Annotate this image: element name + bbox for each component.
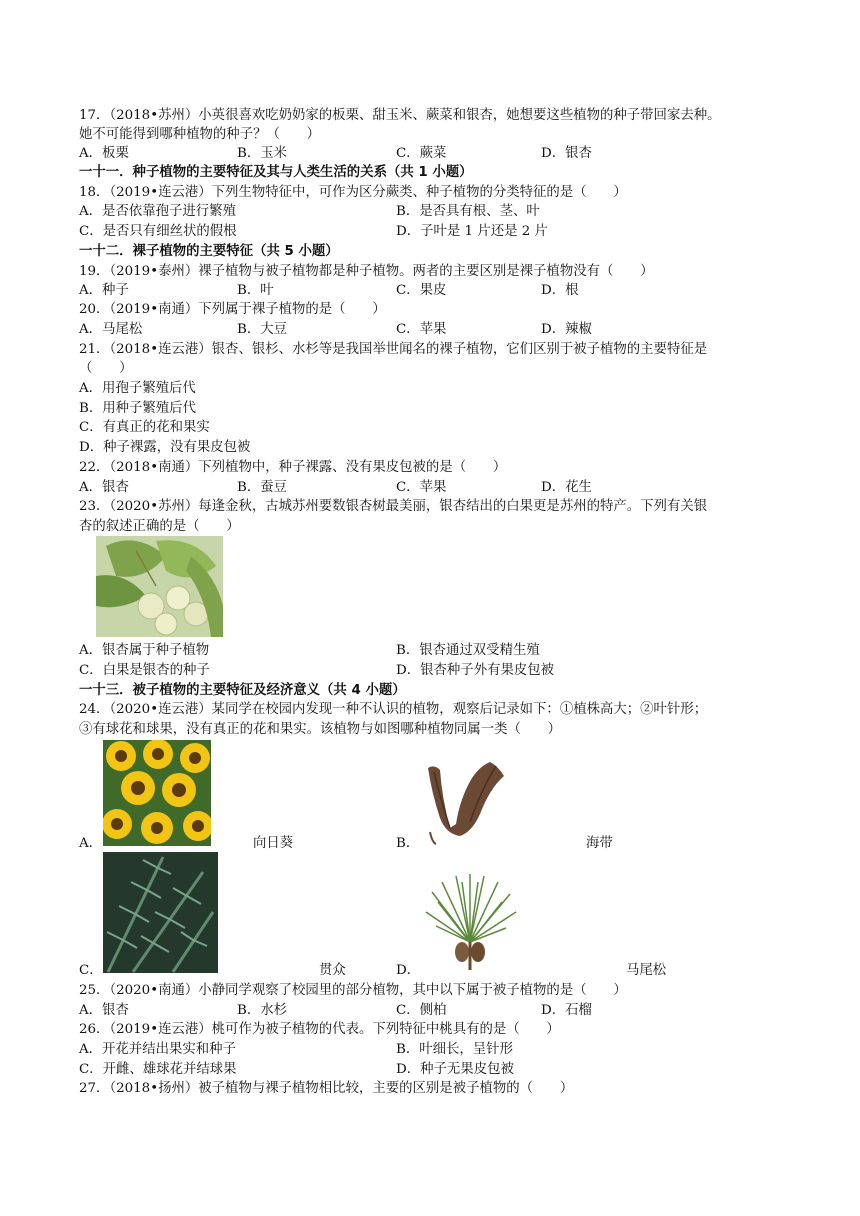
option-b-letter: B． bbox=[396, 836, 420, 851]
question-23-options-row2 bbox=[79, 661, 799, 680]
question-17-stem: 17．（2018•苏州）小英很喜欢吃奶奶家的板栗、甜玉米、蕨菜和银杏，她想要这些植物的种子带回家去种。 bbox=[79, 108, 721, 123]
question-18-stem: 18．（2019•连云港）下列生物特征中，可作为区分蕨类、种子植物的分类特征的是（ ） bbox=[79, 185, 627, 200]
option-c: C．苹果 bbox=[396, 480, 447, 495]
question-20-stem: 20．（2019•南通）下列属于裸子植物的是（ ） bbox=[79, 302, 386, 317]
fern-photo bbox=[103, 852, 218, 973]
question-21-stem-cont: （ ） bbox=[79, 361, 133, 376]
caption-fern: 贯众 bbox=[319, 963, 346, 978]
option-a: A．马尾松 bbox=[79, 322, 143, 337]
question-17-stem-cont: 她不可能得到哪种植物的种子？（ ） bbox=[79, 127, 321, 142]
question-21-option-b: B．用种子繁殖后代 bbox=[79, 401, 196, 416]
section-heading-12: 一十二．裸子植物的主要特征（共 5 小题） bbox=[79, 244, 339, 259]
option-a: A．银杏属于种子植物 bbox=[79, 643, 210, 658]
question-26-options-row1 bbox=[79, 1040, 799, 1059]
question-22-options bbox=[79, 478, 799, 497]
option-b: B．玉米 bbox=[237, 146, 288, 161]
option-b: B．是否具有根、茎、叶 bbox=[396, 204, 540, 219]
option-a: A．板栗 bbox=[79, 146, 129, 161]
option-c: C．苹果 bbox=[396, 322, 447, 337]
option-a-letter: A． bbox=[79, 836, 103, 851]
option-b: B．大豆 bbox=[237, 322, 288, 337]
question-18-options-row1 bbox=[79, 202, 799, 221]
section-heading-13: 一十三．被子植物的主要特征及经济意义（共 4 小题） bbox=[79, 683, 406, 698]
option-d: D．辣椒 bbox=[541, 322, 592, 337]
option-a: A．银杏 bbox=[79, 1003, 129, 1018]
option-d: D．根 bbox=[541, 283, 579, 298]
question-24-stem-cont: ③有球花和球果，没有真正的花和果实。该植物与如图哪种植物同属一类（ ） bbox=[79, 722, 562, 737]
option-b: B．叶 bbox=[237, 283, 274, 298]
question-19-options bbox=[79, 281, 799, 300]
option-c: C．是否只有细丝状的假根 bbox=[79, 224, 237, 239]
option-d: D．子叶是 1 片还是 2 片 bbox=[396, 224, 548, 239]
option-b: B．蚕豆 bbox=[237, 480, 288, 495]
caption-pine: 马尾松 bbox=[626, 963, 667, 978]
option-a: A．是否依靠孢子进行繁殖 bbox=[79, 204, 236, 219]
question-23-stem: 23．（2020•苏州）每逢金秋，古城苏州要数银杏树最美丽，银杏结出的白果更是苏州的特产。下列有关银 bbox=[79, 499, 708, 514]
option-b: B．银杏通过双受精生殖 bbox=[396, 643, 540, 658]
section-heading-11: 一十一．种子植物的主要特征及其与人类生活的关系（共 1 小题） bbox=[79, 165, 473, 180]
ginkgo-photo bbox=[96, 536, 223, 637]
question-20-options bbox=[79, 320, 799, 339]
option-d: D．银杏 bbox=[541, 146, 592, 161]
question-19-stem: 19．（2019•泰州）裸子植物与被子植物都是种子植物。两者的主要区别是裸子植物没有（ ） bbox=[79, 264, 654, 279]
question-22-stem: 22．（2018•南通）下列植物中，种子裸露、没有果皮包被的是（ ） bbox=[79, 460, 507, 475]
option-c: C．侧柏 bbox=[396, 1003, 447, 1018]
option-d: D．花生 bbox=[541, 480, 592, 495]
question-21-stem: 21．（2018•连云港）银杏、银杉、水杉等是我国举世闻名的裸子植物，它们区别于被子植物的主要特征是 bbox=[79, 342, 708, 357]
option-b: B．叶细长，呈针形 bbox=[396, 1042, 513, 1057]
question-26-options-row2 bbox=[79, 1060, 799, 1079]
question-23-stem-cont: 杏的叙述正确的是（ ） bbox=[79, 519, 240, 534]
question-17-options bbox=[79, 144, 799, 163]
question-21-option-d: D．种子裸露，没有果皮包被 bbox=[79, 440, 251, 455]
question-21-option-a: A．用孢子繁殖后代 bbox=[79, 381, 196, 396]
option-d: D．种子无果皮包被 bbox=[396, 1062, 514, 1077]
option-c: C．白果是银杏的种子 bbox=[79, 663, 210, 678]
question-24-stem: 24．（2020•连云港）某同学在校园内发现一种不认识的植物，观察后记录如下：①植株高大；②叶针形； bbox=[79, 702, 708, 717]
option-d: D．银杏种子外有果皮包被 bbox=[396, 663, 555, 678]
sunflower-photo bbox=[103, 740, 211, 846]
option-a: A．银杏 bbox=[79, 480, 129, 495]
option-c: C．蕨菜 bbox=[396, 146, 447, 161]
option-d-letter: D． bbox=[396, 963, 421, 978]
caption-kelp: 海带 bbox=[586, 836, 613, 851]
question-25-options bbox=[79, 1001, 799, 1020]
caption-sunflower: 向日葵 bbox=[253, 836, 294, 851]
question-23-options-row1 bbox=[79, 641, 799, 660]
question-26-stem: 26．（2019•连云港）桃可作为被子植物的代表。下列特征中桃具有的是（ ） bbox=[79, 1022, 560, 1037]
option-a: A．种子 bbox=[79, 283, 129, 298]
option-c: C．果皮 bbox=[396, 283, 447, 298]
option-d: D．石榴 bbox=[541, 1003, 592, 1018]
option-b: B．水杉 bbox=[237, 1003, 288, 1018]
question-25-stem: 25．（2020•南通）小静同学观察了校园里的部分植物，其中以下属于被子植物的是（ ） bbox=[79, 983, 627, 998]
option-c: C．开雌、雄球花并结球果 bbox=[79, 1062, 237, 1077]
question-27-stem: 27．（2018•扬州）被子植物与裸子植物相比较，主要的区别是被子植物的（ ） bbox=[79, 1081, 574, 1096]
question-21-option-c: C．有真正的花和果实 bbox=[79, 420, 210, 435]
option-c-letter: C． bbox=[79, 963, 103, 978]
option-a: A．开花并结出果实和种子 bbox=[79, 1042, 236, 1057]
kelp-photo bbox=[420, 758, 510, 848]
question-18-options-row2 bbox=[79, 222, 799, 241]
pine-photo bbox=[422, 872, 520, 972]
